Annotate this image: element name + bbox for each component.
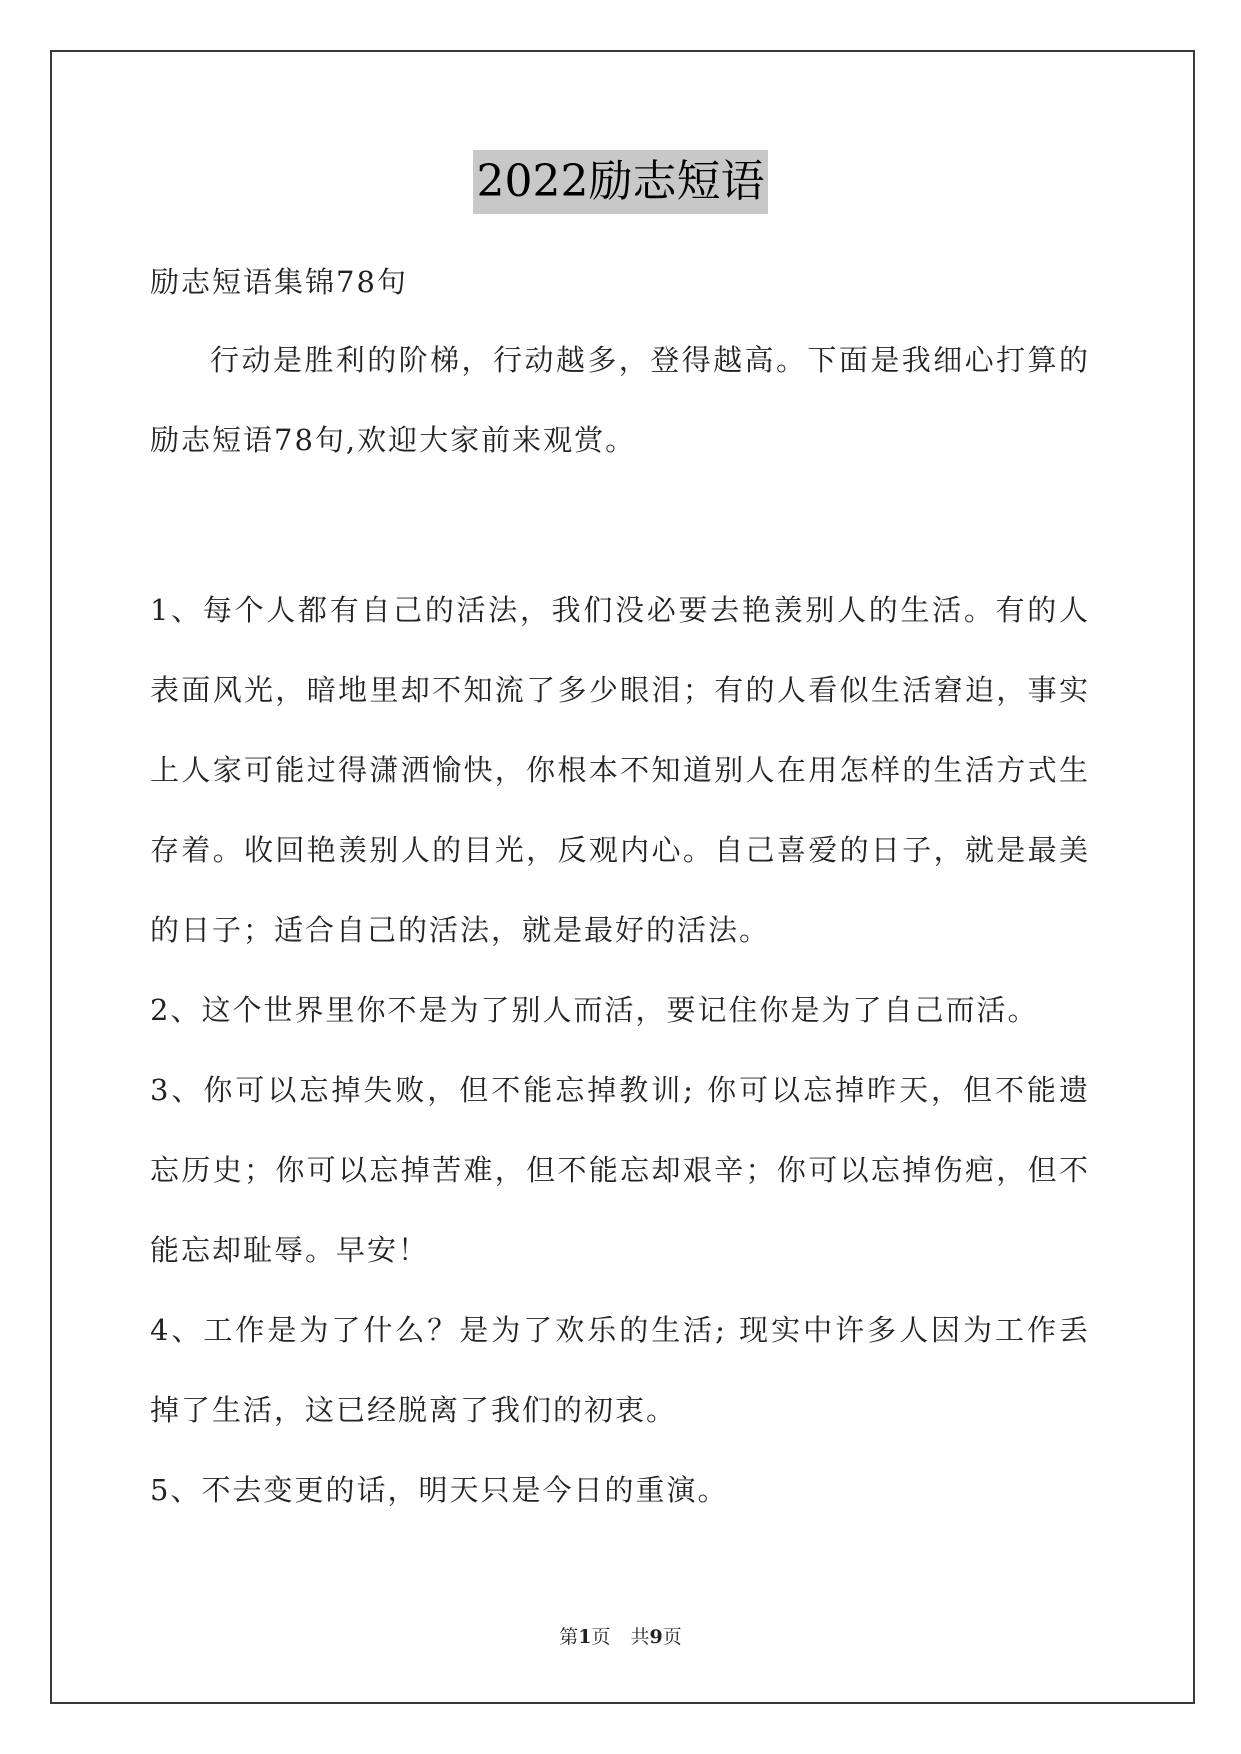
page-total: 9: [649, 1626, 663, 1648]
document-body: [150, 258, 1090, 1530]
page-number: 1: [578, 1626, 592, 1648]
list-item: 1、每个人都有自己的活法，我们没必要去艳羡别人的生活。有的人表面风光，暗地里却不知流了多少眼泪；有的人看似生活窘迫，事实上人家可能过得潇洒愉快，你根本不知道别人在用怎样的生活方式生存着。收回艳羡别人的目光，反观内心。自己喜爱的日子，就是最美的日子；适合自己的活法，就是最好的活法。: [150, 593, 1090, 947]
total-suffix: 页: [662, 1626, 682, 1648]
page-prefix: 第: [559, 1626, 579, 1648]
document-subtitle: 励志短语集锦78句: [150, 265, 408, 299]
intro-paragraph: 行动是胜利的阶梯，行动越多，登得越高。下面是我细心打算的励志短语78句,欢迎大家前来观赏。: [150, 343, 1090, 457]
list-item: 4、工作是为了什么？是为了欢乐的生活; 现实中许多人因为工作丢掉了生活，这已经脱离了我们的初衷。: [150, 1313, 1090, 1427]
list-item: 3、你可以忘掉失败，但不能忘掉教训; 你可以忘掉昨天，但不能遗忘历史；你可以忘掉苦难，但不能忘却艰辛；你可以忘掉伤疤，但不能忘却耻辱。早安！: [150, 1073, 1090, 1267]
title-container: [0, 150, 1241, 214]
total-prefix: 共: [630, 1626, 650, 1648]
list-item: 2、这个世界里你不是为了别人而活，要记住你是为了自己而活。: [150, 993, 1039, 1027]
list-item: 5、不去变更的话，明天只是今日的重演。: [150, 1473, 729, 1507]
page-footer: [0, 1622, 1241, 1649]
page-suffix: 页: [591, 1626, 611, 1648]
document-title: 2022励志短语: [473, 150, 769, 214]
